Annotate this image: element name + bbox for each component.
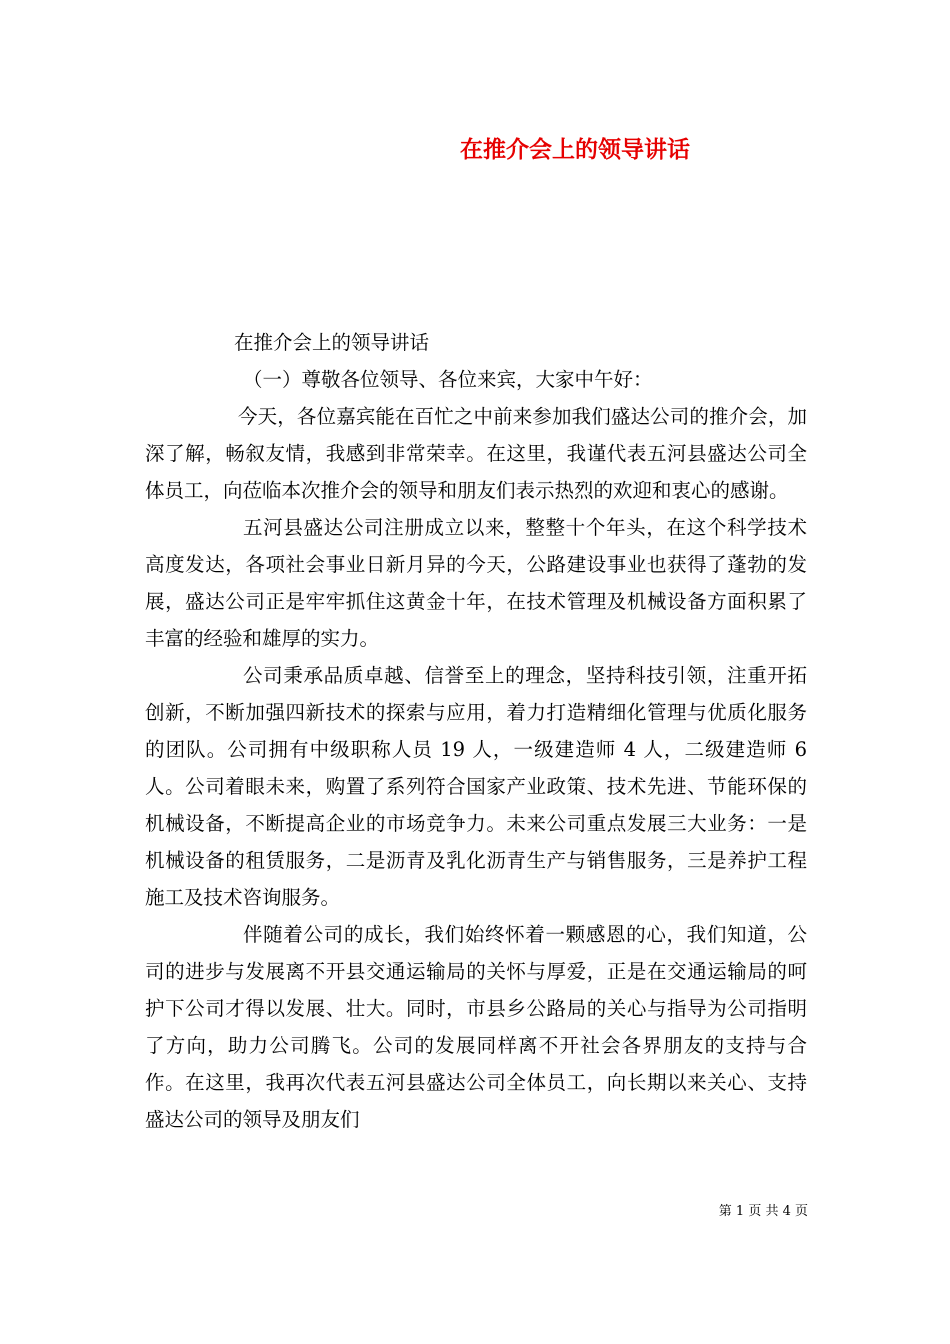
page-number-footer: 第 1 页 共 4 页 bbox=[718, 1204, 808, 1219]
greeting-line: （一）尊敬各位领导、各位来宾，大家中午好： bbox=[243, 368, 653, 391]
document-title-text: 在推介会上的领导讲话 bbox=[460, 136, 690, 163]
paragraph-gratitude: 伴随着公司的成长，我们始终怀着一颗感恩的心，我们知道，公司的进步与发展离不开县交通运输局的关怀与厚爱，正是在交通运输局的呵护下公司才得以发展、壮大。同时，市县乡公路局的关心与指导为公司指明了方向，助力公司腾飞。公司的发展同样离不开社会各界朋友的支持与合作。在这里，我再次代表五河县盛达公司全体员工，向长期以来关心、支持盛达公司的领导及朋友们 bbox=[145, 923, 807, 1131]
paragraph-company-profile: 公司秉承品质卓越、信誉至上的理念，坚持科技引领，注重开拓创新，不断加强四新技术的探索与应用，着力打造精细化管理与优质化服务的团队。公司拥有中级职称人员 19 人，一级建造师 4 人，二级建造师 6 人。公司着眼未来，购置了系列符合国家产业政策、技术先进、节能环保的机械设备，不断提高企业的市场竞争力。未来公司重点发展三大业务：一是机械设备的租赁服务，二是沥青及乳化沥青生产与销售服务，三是养护工程施工及技术咨询服务。 bbox=[145, 664, 807, 909]
document-subtitle: 在推介会上的领导讲话 bbox=[234, 331, 430, 354]
paragraph-history: 五河县盛达公司注册成立以来，整整十个年头，在这个科学技术高度发达，各项社会事业日新月异的今天，公路建设事业也获得了蓬勃的发展，盛达公司正是牢牢抓住这黄金十年，在技术管理及机械设备方面积累了丰富的经验和雄厚的实力。 bbox=[145, 516, 807, 650]
paragraph-welcome: 今天，各位嘉宾能在百忙之中前来参加我们盛达公司的推介会，加深了解，畅叙友情，我感到非常荣幸。在这里，我谨代表五河县盛达公司全体员工，向莅临本次推介会的领导和朋友们表示热烈的欢迎和衷心的感谢。 bbox=[145, 405, 807, 502]
document-title bbox=[0, 130, 950, 170]
document-body bbox=[145, 324, 807, 1138]
